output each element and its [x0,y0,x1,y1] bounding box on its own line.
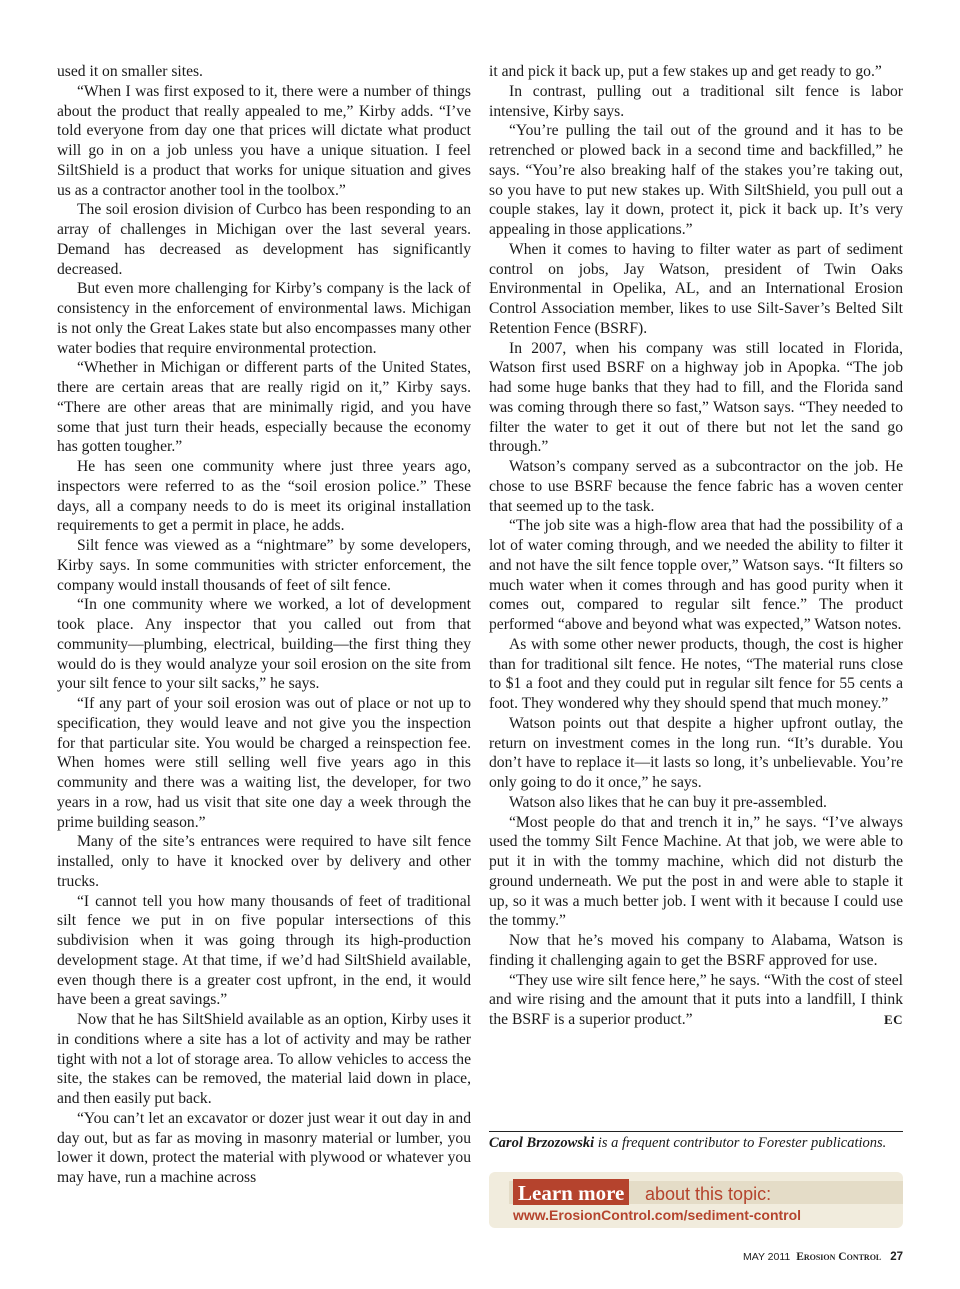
end-mark: EC [883,1012,903,1027]
paragraph: In contrast, pulling out a traditional silt fence is labor intensive, Kirby says. [489,82,903,120]
paragraph-text: “They use wire silt fence here,” he says. “With the cost of steel and wire rising and the amount that it puts into a landfill, I think the BSRF is a superior product.” [489,971,903,1028]
magazine-name: Erosion Control [796,1251,882,1263]
paragraph: When it comes to having to filter water as part of sediment control on jobs, Jay Watson, president of Twin Oaks Environmental in Opelika, AL, and an International Erosion Control Association member, likes to use Silt-Saver’s Belted Silt Retention Fence (BSRF). [489,240,903,337]
paragraph: Watson also likes that he can buy it pre-assembled. [509,793,827,811]
paragraph: Watson points out that despite a higher upfront outlay, the return on investment comes in the long run. “It’s durable. You don’t have to replace it—it lasts so long, it’s unbelievable. You’re only going to do it once,” he says. [489,714,903,791]
paragraph: As with some other newer products, though, the cost is higher than for traditional silt fence. He notes, “The material runs close to $1 a foot and they could put in regular silt fence for 55 cents a foot. They wondered why they should spend that much money.” [489,635,903,712]
paragraph: Now that he has SiltShield available as an option, Kirby uses it in conditions where a site has a lot of activity and may be rather tight with not a lot of storage area. To allow vehicles to access the site, the stakes can be removed, the material laid down in place, and then easily put back. [57,1011,471,1107]
paragraph: “I cannot tell you how many thousands of feet of traditional silt fence we put in on five popular intersections of this subdivision when it was going through its high-production development stage. At that time, if we’d had SiltShield available, even though there is a greater cost upfront, in the end, it would have been a great savings.” [57,892,471,1009]
final-paragraph [489,971,903,1030]
learn-more-link[interactable]: www.ErosionControl.com/sediment-control [513,1207,802,1223]
author-byline [489,1131,903,1152]
issue-date: MAY 2011 [742,1251,791,1263]
paragraph: “When I was first exposed to it, there were a number of things about the product that really appealed to me,” Kirby adds. “I’ve told everyone from day one that prices will dictate what product will go in on a job unless you have a unique situation. I feel SiltShield is a product that works for unique situation and gives us as a contractor another tool in the toolbox.” [57,82,471,199]
paragraph: Many of the site’s entrances were required to have silt fence installed, only to have it knocked over by delivery and other trucks. [57,833,471,890]
paragraph: “Whether in Michigan or different parts of the United States, there are certain areas that are really rigid on it,” Kirby says. “There are other areas that are minimally rigid, and you have some that just turn their heads, especially because the economy has gotten tougher.” [57,359,471,456]
paragraph: Silt fence was viewed as a “nightmare” by some developers, Kirby says. In some communities with stricter enforcement, the company would install thousands of feet of silt fence. [57,537,471,594]
learn-more-box [489,1172,903,1228]
left-column [57,62,471,1188]
paragraph: “If any part of your soil erosion was out of place or not up to specification, they would leave and not give you the inspection for that particular site. You would be charged a reinspection fee. When homes were still selling well five years ago in this community and there was a waiting list, the developer, for two years in a row, had us visit that site one day a week through the prime building season.” [57,695,471,831]
paragraph: Now that he’s moved his company to Alabama, Watson is finding it challenging again to get the BSRF approved for use. [489,932,903,969]
paragraph: “The job site was a high-flow area that had the possibility of a lot of water coming through, and we needed the ability to filter it and not have the silt fence topple over,” Watson says. “It filters so much water when it comes through and has good purity when it comes out, compared to regular silt fence.” The product performed “above and beyond what was expected,” Watson notes. [489,517,903,633]
paragraph: The soil erosion division of Curbco has been responding to an array of challenges in Michigan over the last several years. Demand has decreased as development has significantly decreased. [57,201,471,278]
paragraph: “You’re pulling the tail out of the ground and it has to be retrenched or plowed back in a second time and backfilled,” he says. “You’re also breaking half of the stakes you’re taking out, so you have to put new stakes up. With SiltShield, you pull out a couple stakes, lay it down, protect it, pick it back up. It’s very appealing in those applications.” [489,122,903,238]
paragraph: But even more challenging for Kirby’s company is the lack of consistency in the enforcement of environmental laws. Michigan is not only the Great Lakes state but also encompasses many other water bodies that require environmental protection. [57,280,471,357]
paragraph: “In one community where we worked, a lot of development took place. Any inspector that you called out from that community—plumbing, electrical, building—the first thing they would do is they would analyze your soil erosion on the site from your silt fence to your silt sacks,” he says. [57,596,471,693]
paragraph: “Most people do that and trench it in,” he says. “I’ve always used the tommy Silt Fence Machine. At that job, we were able to put it in with the tommy machine, which did not disturb the ground underneath. We put the post in and were able to staple it up, so it was a much better job. I went with it because I could use the tommy.” [489,813,903,930]
page-footer [743,1251,903,1263]
paragraph: used it on smaller sites. [57,63,203,80]
paragraph: He has seen one community where just three years ago, inspectors were referred to as the “soil erosion police.” These days, all a company needs to do is meet its original installation requirements to get a permit in place, he adds. [57,458,471,535]
learn-more-subheading: about this topic: [645,1184,772,1204]
paragraph: Watson’s company served as a subcontractor on the job. He chose to use BSRF because the fence fabric has a woven center that seemed up to the task. [489,458,903,515]
byline-text: is a frequent contributor to Forester publications. [594,1135,887,1151]
right-column [489,62,903,1030]
learn-more-heading: Learn more [513,1179,629,1205]
paragraph: In 2007, when his company was still located in Florida, Watson first used BSRF on a highway job in Apopka. “The job had some huge banks that they had to fill, and the Florida sand was coming through there so fast,” Watson says. “They needed to filter the water to get it out of there but not let the sand go through.” [489,339,903,456]
paragraph: “You can’t let an excavator or dozer just wear it out day in and day out, but as far as moving in masonry material or lumber, you lower it down, protect the material with plywood or whatever you may have, run a machine across [57,1109,471,1186]
author-name: Carol Brzozowski [489,1135,595,1151]
paragraph: it and pick it back up, put a few stakes up and get ready to go.” [489,63,882,80]
page-number: 27 [890,1251,903,1263]
